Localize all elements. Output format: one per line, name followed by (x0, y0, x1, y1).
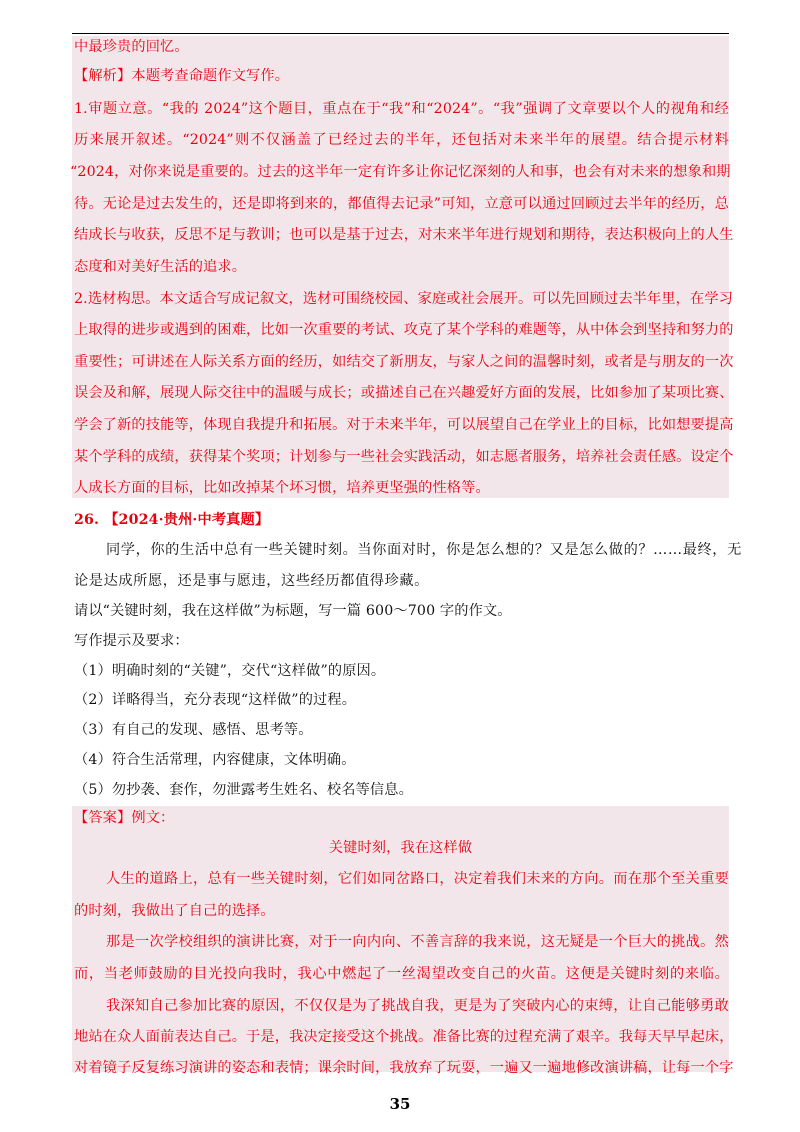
question-material: 论是达成所愿，还是事与愿违，这些经历都值得珍藏。 (74, 573, 429, 589)
analysis-line: 结成长与收获，反思不足与教训；也可以是基于过去，对未来半年进行规划和期待，表达积极向上的人生 (74, 227, 734, 243)
analysis-line: 学会了新的技能等，体现自我提升和拓展。对于未来半年，可以展望自己在学业上的目标，比如想要提高 (74, 417, 734, 433)
answer-line: 的时刻，我做出了自己的选择。 (74, 903, 275, 919)
requirement-item: （2）详略得当，充分表现“这样做”的过程。 (74, 692, 357, 708)
page-number: 35 (389, 1095, 411, 1113)
analysis-line: 2.选材构思。本文适合写成记叙文，选材可围绕校园、家庭或社会展开。可以先回顾过去半年里，在学习 (74, 291, 734, 307)
answer-line: 人生的道路上，总有一些关键时刻，它们如同岔路口，决定着我们未来的方向。而在那个至关重要 (106, 871, 729, 887)
analysis-line: 待。无论是过去发生的，还是即将到来的，都值得去记录”可知，立意可以通过回顾过去半年的经历，总 (74, 196, 729, 212)
requirements-title: 写作提示及要求： (74, 633, 189, 649)
analysis-line: 重要性；可讲述在人际关系方面的经历，如结交了新朋友，与家人之间的温馨时刻，或者是与朋友的一次 (74, 354, 734, 370)
analysis-line: 【解析】本题考查命题作文写作。 (74, 68, 290, 84)
question-material: 同学，你的生活中总有一些关键时刻。当你面对时，你是怎么想的？又是怎么做的？……最终，无 (106, 542, 742, 558)
answer-title: 关键时刻，我在这样做 (328, 840, 473, 856)
answer-line: 我深知自己参加比赛的原因，不仅仅是为了挑战自我，更是为了突破内心的束缚，让自己能够勇敢 (106, 998, 729, 1014)
answer-line: 而，当老师鼓励的目光投向我时，我心中燃起了一丝渴望改变自己的火苗。这便是关键时刻的来临。 (74, 966, 729, 982)
answer-line: 地站在众人面前表达自己。于是，我决定接受这个挑战。准备比赛的过程充满了艰辛。我每天早早起床， (74, 1029, 734, 1045)
analysis-line: 1.审题立意。“我的 2024”这个题目，重点在于“我”和“2024”。“我”强调了文章要以个人的视角和经 (74, 101, 729, 117)
analysis-line: 误会及和解，展现人际交往中的温暖与成长；或描述自己在兴趣爱好方面的发展，比如参加了某项比赛、 (74, 385, 734, 401)
header-rule (72, 33, 729, 34)
answer-line: 对着镜子反复练习演讲的姿态和表情；课余时间，我放弃了玩耍，一遍又一遍地修改演讲稿，让每一个字 (74, 1060, 734, 1076)
requirement-item: （3）有自己的发现、感悟、思考等。 (74, 722, 313, 738)
question-heading: 26. 【2024·贵州·中考真题】 (74, 512, 270, 528)
answer-line: 那是一次学校组织的演讲比赛，对于一向内向、不善言辞的我来说，这无疑是一个巨大的挑战。然 (106, 934, 729, 950)
requirement-item: （4）符合生活常理，内容健康，文体明确。 (74, 752, 356, 768)
analysis-line: 某个学科的成绩，获得某个奖项；计划参与一些社会实践活动，如志愿者服务，培养社会责任感。设定个 (74, 449, 734, 465)
question-prompt: 请以“关键时刻，我在这样做”为标题，写一篇 600～700 字的作文。 (74, 603, 512, 619)
requirement-item: （5）勿抄袭、套作，勿泄露考生姓名、校名等信息。 (74, 782, 413, 798)
answer-label: 【答案】例文： (74, 810, 175, 826)
analysis-line: 态度和对美好生活的追求。 (74, 259, 247, 275)
analysis-line: 历来展开叙述。“2024”则不仅涵盖了已经过去的半年，还包括对未来半年的展望。结合提示材料 (74, 132, 729, 148)
analysis-line: “2024，对你来说是重要的。过去的这半年一定有许多让你记忆深刻的人和事，也会有对未来的想象和期 (70, 164, 731, 180)
analysis-line: 上取得的进步或遇到的困难，比如一次重要的考试、攻克了某个学科的难题等，从中体会到坚持和努力的 (74, 322, 734, 338)
analysis-line: 人成长方面的目标，比如改掉某个坏习惯，培养更坚强的性格等。 (74, 480, 490, 496)
analysis-tail: 中最珍贵的回忆。 (74, 39, 189, 55)
requirement-item: （1）明确时刻的“关键”，交代“这样做”的原因。 (74, 663, 386, 679)
